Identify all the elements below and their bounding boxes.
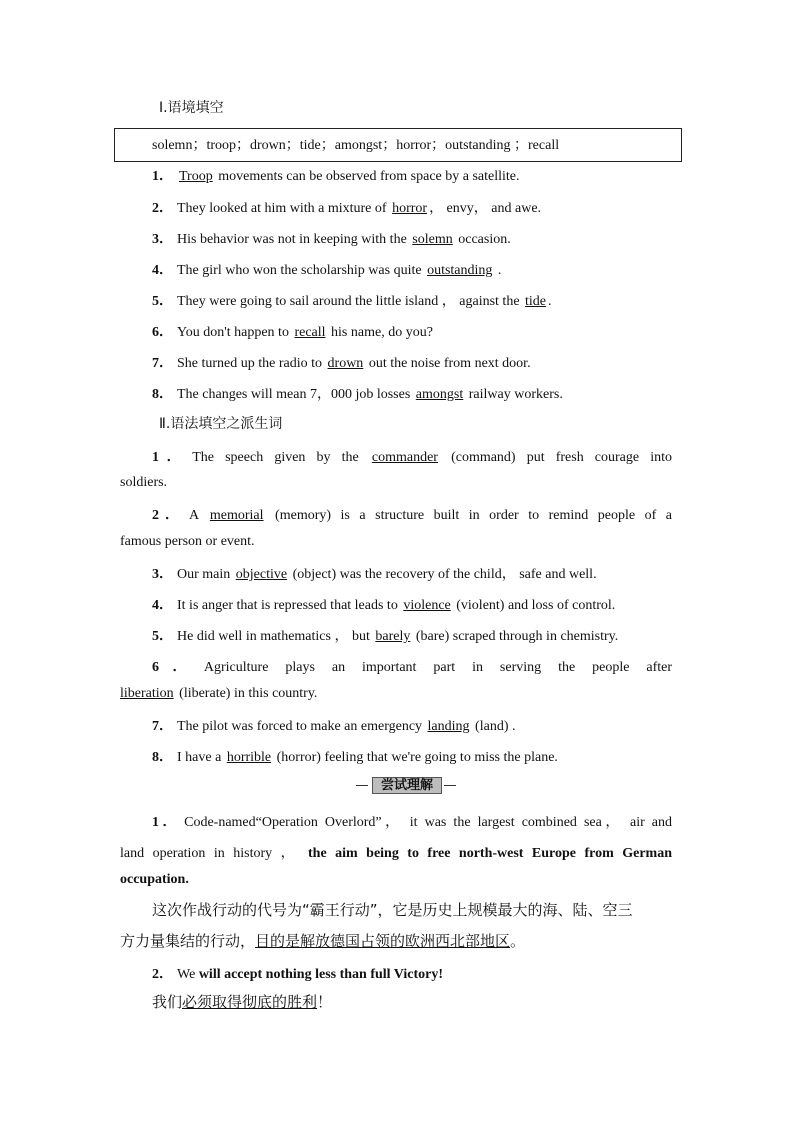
s2-item-6-cont: liberation (liberate) in this country. xyxy=(120,686,318,701)
s3-translation-1-line-2: 方力量集结的行动，目的是解放德国占领的欧洲西北部地区。 xyxy=(120,932,526,950)
s1-item-6: 6． You don't happen to recall his name, do you? xyxy=(152,325,433,340)
answer: recall xyxy=(294,325,326,340)
s2-item-1: 1． The speech given by the commander (command) put fresh courage into xyxy=(152,450,673,465)
section-2-heading: Ⅱ.语法填空之派生词 xyxy=(159,416,283,432)
answer: horror xyxy=(392,201,428,216)
s2-item-6: 6． Agriculture plays an important part in serving the people after xyxy=(152,660,673,675)
s2-item-8: 8． I have a horrible (horror) feeling that we're going to miss the plane. xyxy=(152,750,558,765)
answer: amongst xyxy=(415,387,464,402)
section-3-banner xyxy=(356,776,456,794)
answer: landing xyxy=(427,719,470,734)
s1-item-1: 1． Troop movements can be observed from space by a satellite. xyxy=(152,169,520,184)
s1-item-7: 7． She turned up the radio to drown out the noise from next door. xyxy=(152,356,531,371)
s2-item-1-cont: soldiers. xyxy=(120,475,168,490)
answer: outstanding xyxy=(427,263,493,278)
translation-highlight: 必须取得彻底的胜利 xyxy=(182,993,318,1011)
answer: objective xyxy=(235,567,288,582)
answer: barely xyxy=(375,629,411,644)
answer: horrible xyxy=(226,750,272,765)
answer: liberation xyxy=(120,686,174,701)
s2-item-2-cont: famous person or event. xyxy=(120,534,255,549)
answer: memorial xyxy=(209,508,264,523)
translation-highlight: 目的是解放德国占领的欧洲西北部地区 xyxy=(255,932,511,950)
answer: solemn xyxy=(412,232,453,247)
s3-sentence-1-line-1: 1． Code-named“Operation Overlord”， it was the largest combined sea， air and xyxy=(152,815,673,830)
answer: Troop xyxy=(179,169,213,184)
s3-translation-2: 我们必须取得彻底的胜利！ xyxy=(152,993,333,1011)
section-1-heading: Ⅰ.语境填空 xyxy=(159,100,224,116)
answer: tide xyxy=(525,294,547,309)
answer: drown xyxy=(327,356,364,371)
s1-item-8: 8． The changes will mean 7，000 job losses amongst railway workers. xyxy=(152,387,563,402)
answer: violence xyxy=(403,598,451,613)
s2-item-3: 3． Our main objective (object) was the recovery of the child， safe and well. xyxy=(152,567,597,582)
s3-sentence-2: 2． We will accept nothing less than full Victory! xyxy=(152,967,444,982)
s2-item-4: 4． It is anger that is repressed that leads to violence (violent) and loss of control. xyxy=(152,598,616,613)
answer: commander xyxy=(371,450,438,465)
word-bank-box xyxy=(114,128,682,162)
word-bank: solemn；troop；drown；tide；amongst；horror；outstanding ；recall xyxy=(152,138,560,153)
s3-sentence-1-line-3: occupation. xyxy=(120,872,189,887)
banner-label: 尝试理解 xyxy=(372,777,442,794)
s3-translation-1-line-1: 这次作战行动的代号为“霸王行动”，它是历史上规模最大的海、陆、空三 xyxy=(152,901,633,919)
s1-item-2: 2． They looked at him with a mixture of horror ， envy， and awe. xyxy=(152,201,542,216)
s2-item-7: 7． The pilot was forced to make an emergency landing (land) . xyxy=(152,719,516,734)
s2-item-5: 5． He did well in mathematics ， but barely (bare) scraped through in chemistry. xyxy=(152,629,619,644)
s3-sentence-1-line-2: land operation in history ， the aim being to free north-west Europe from German xyxy=(120,846,672,861)
s1-item-5: 5． They were going to sail around the little island ， against the tide . xyxy=(152,294,552,309)
s2-item-2: 2． A memorial (memory) is a structure built in order to remind people of a xyxy=(152,508,673,523)
s1-item-3: 3． His behavior was not in keeping with the solemn occasion. xyxy=(152,232,511,247)
s1-item-4: 4． The girl who won the scholarship was quite outstanding . xyxy=(152,263,502,278)
